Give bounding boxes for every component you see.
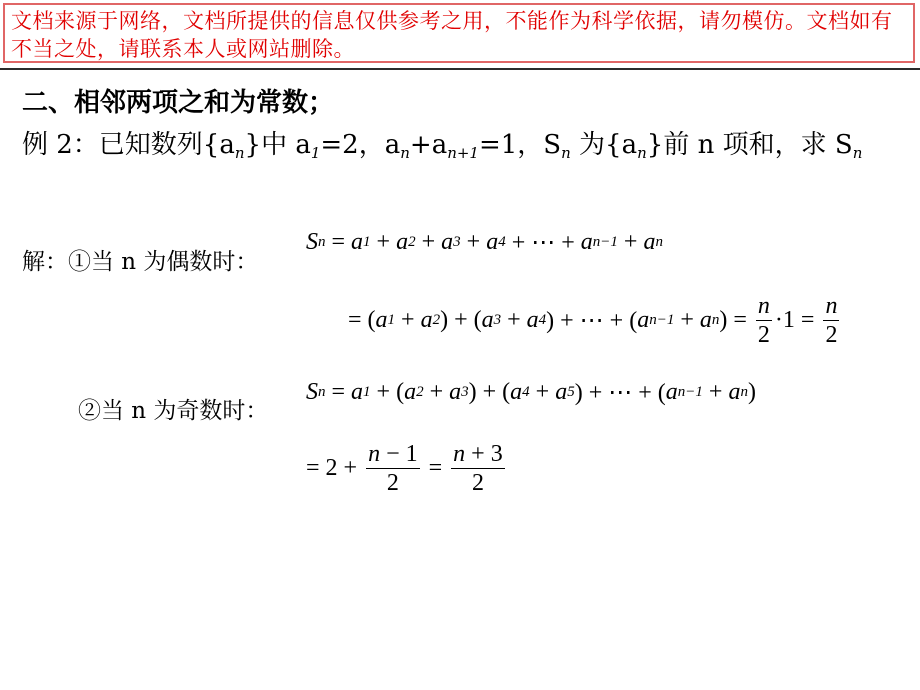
case1-label: 解：①当 n 为偶数时： xyxy=(22,249,259,275)
case2-equation-line1: S n = a 1 + ( a 2 + a 3 ) + ( a 4 + a 5 ) + ⋯ + ( a n−1 + a n ) xyxy=(306,379,756,406)
case1-equation-line2: = ( a 1 + a 2 ) + ( a 3 + a 4 ) + ⋯ + ( a n−1 + a n ) = $\frac{n}{2}$ ·1 = $\frac{n}{2}$ xyxy=(348,293,838,348)
disclaimer-text: 文档来源于网络，文档所提供的信息仅供参考之用，不能作为科学依据，请勿模仿。文档如有不当之处，请联系本人或网站删除。 xyxy=(11,9,893,61)
case1-equation-line1: S n = a 1 + a 2 + a 3 + a 4 + ⋯ + a n−1 + a n xyxy=(306,229,663,256)
case2-label: ②当 n 为奇数时： xyxy=(78,398,269,424)
example-statement: 例 2：已知数列$\{a_n\}$中 $a_1=2$，$a_n+a_{n+1}=1$，$S_n$ 为$\{a_n\}$前 n 项和，求 $S_n$ xyxy=(22,130,863,162)
section-heading: 二、相邻两项之和为常数； xyxy=(22,88,335,118)
case2-equation-line2: = 2 + $\frac{n - 1}{2}$ = $\frac{n + 3}{2}$ xyxy=(306,441,503,496)
disclaimer-box xyxy=(3,3,915,63)
divider xyxy=(0,68,920,70)
